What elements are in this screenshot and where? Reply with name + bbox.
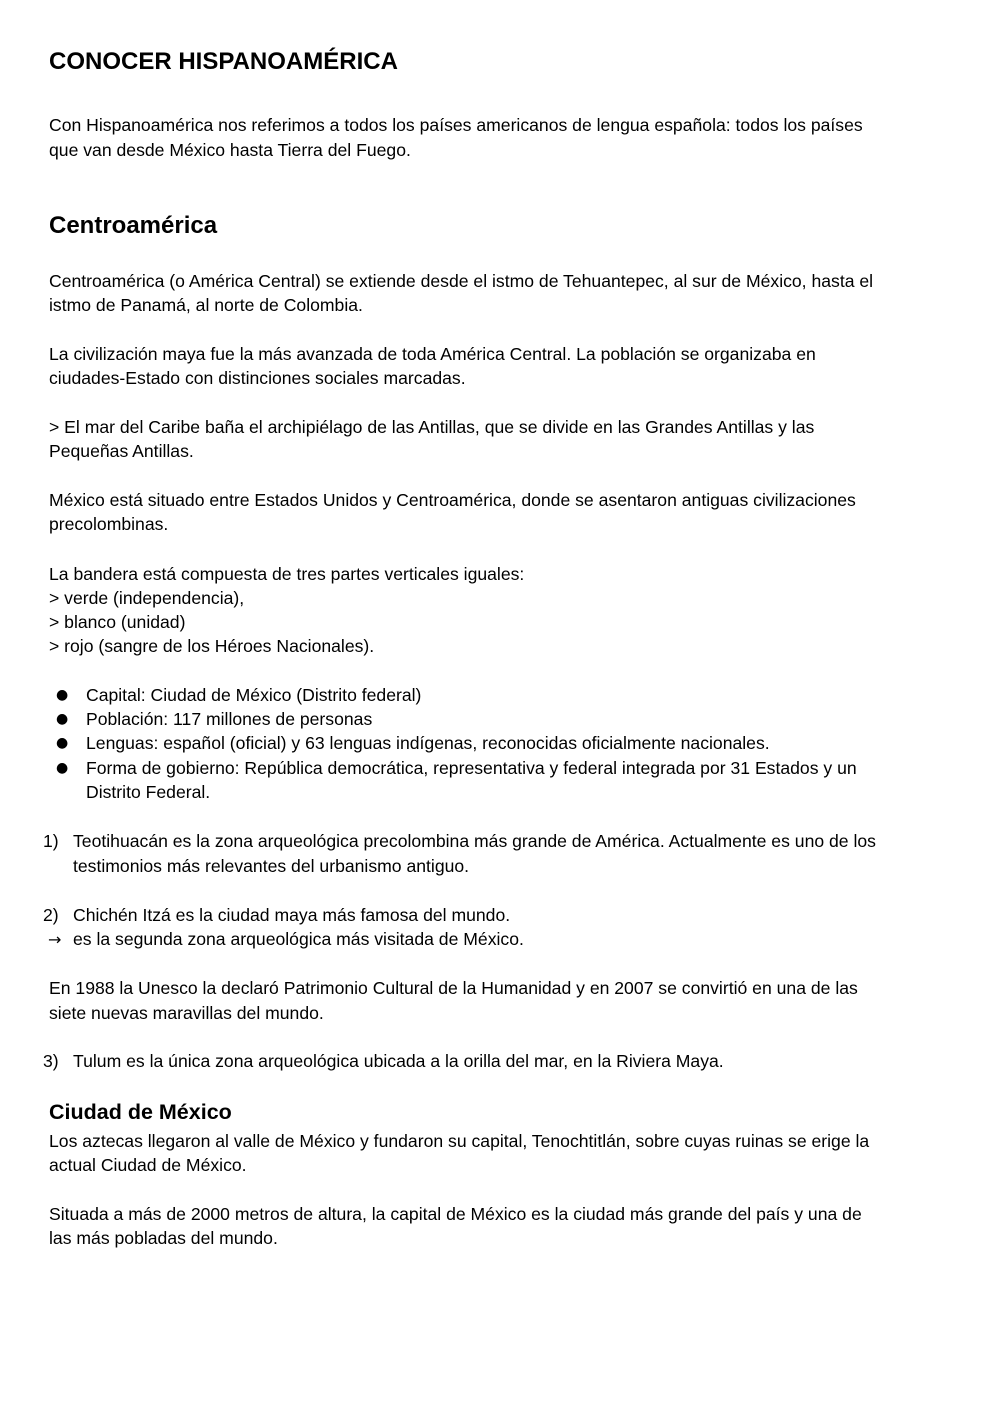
paragraph-line: Centroamérica (o América Central) se extiende desde el istmo de Tehuantepec, al sur de México, hasta el	[49, 271, 874, 291]
bullet-item: Lenguas: español (oficial) y 63 lenguas indígenas, reconocidas oficialmente nacionales.	[86, 733, 770, 753]
arrow-icon: →	[48, 930, 62, 949]
bullet-item: Capital: Ciudad de México (Distrito federal)	[86, 685, 422, 705]
flag-color-item: > verde (independencia),	[49, 588, 245, 608]
paragraph-line: Situada a más de 2000 metros de altura, la capital de México es la ciudad más grande del país y una de	[49, 1204, 862, 1224]
bullet-item: Forma de gobierno: República democrática, representativa y federal integrada por 31 Estados y un	[86, 758, 857, 778]
bullet-item: Población: 117 millones de personas	[86, 709, 373, 729]
section-heading-centroamerica: Centroamérica	[49, 212, 218, 239]
paragraph-line: ciudades-Estado con distinciones sociales marcadas.	[49, 368, 466, 388]
paragraph-line: las más pobladas del mundo.	[49, 1228, 278, 1248]
bullet-marker: ●	[56, 735, 69, 751]
bullet-marker: ●	[56, 760, 69, 776]
paragraph-line: istmo de Panamá, al norte de Colombia.	[49, 295, 363, 315]
bullet-marker: ●	[56, 687, 69, 703]
paragraph-line: > El mar del Caribe baña el archipiélago de las Antillas, que se divide en las Grandes Antillas y las	[49, 417, 815, 437]
numbered-marker: 2)	[43, 905, 59, 925]
paragraph-line: Pequeñas Antillas.	[49, 441, 194, 461]
paragraph-line: México está situado entre Estados Unidos y Centroamérica, donde se asentaron antiguas civilizaciones	[49, 490, 856, 510]
numbered-item: Chichén Itzá es la ciudad maya más famosa del mundo.	[73, 905, 511, 925]
flag-color-item: > blanco (unidad)	[49, 612, 186, 632]
paragraph-line: precolombinas.	[49, 514, 169, 534]
numbered-item-continuation: testimonios más relevantes del urbanismo antiguo.	[73, 856, 470, 876]
intro-line-1: Con Hispanoamérica nos referimos a todos los países americanos de lengua española: todos los países	[49, 115, 863, 135]
paragraph-line: La civilización maya fue la más avanzada de toda América Central. La población se organizaba en	[49, 344, 816, 364]
paragraph-line: actual Ciudad de México.	[49, 1155, 247, 1175]
paragraph-line: siete nuevas maravillas del mundo.	[49, 1003, 324, 1023]
numbered-item: Tulum es la única zona arqueológica ubicada a la orilla del mar, en la Riviera Maya.	[73, 1051, 724, 1071]
document-title: CONOCER HISPANOAMÉRICA	[49, 48, 398, 75]
section-heading-ciudad-de-mexico: Ciudad de México	[49, 1100, 232, 1124]
bullet-marker: ●	[56, 711, 69, 727]
arrow-note: es la segunda zona arqueológica más visitada de México.	[73, 929, 524, 949]
paragraph-line: En 1988 la Unesco la declaró Patrimonio Cultural de la Humanidad y en 2007 se convirtió en una de las	[49, 978, 858, 998]
paragraph-line: Los aztecas llegaron al valle de México y fundaron su capital, Tenochtitlán, sobre cuyas ruinas se erige la	[49, 1131, 870, 1151]
numbered-marker: 3)	[43, 1051, 59, 1071]
flag-color-item: > rojo (sangre de los Héroes Nacionales).	[49, 636, 375, 656]
intro-line-2: que van desde México hasta Tierra del Fuego.	[49, 140, 411, 160]
numbered-item: Teotihuacán es la zona arqueológica precolombina más grande de América. Actualmente es uno de los	[73, 831, 876, 851]
numbered-marker: 1)	[43, 831, 59, 851]
flag-description: La bandera está compuesta de tres partes verticales iguales:	[49, 564, 525, 584]
bullet-item-continuation: Distrito Federal.	[86, 782, 211, 802]
